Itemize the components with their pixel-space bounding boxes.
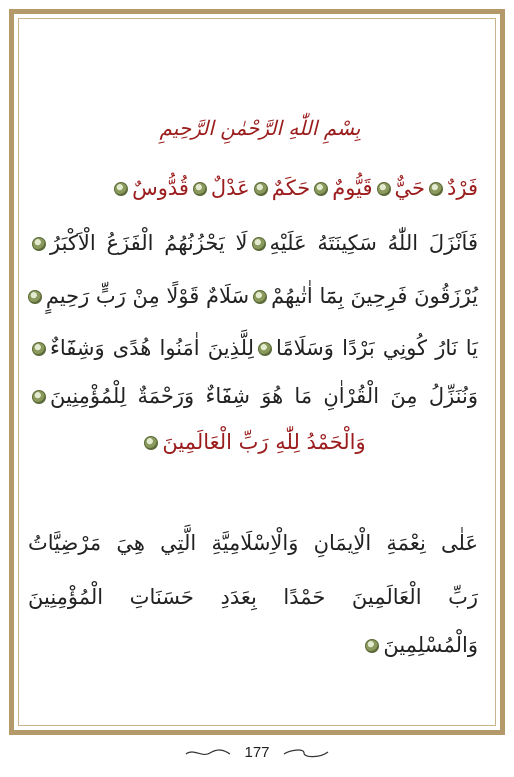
rosette-icon: [32, 342, 46, 356]
rosette-icon: [365, 639, 379, 653]
dua-line-3: [28, 630, 478, 660]
dua-line-1: [28, 528, 478, 558]
verse-line-3: [28, 333, 478, 363]
name-fard: فَرْدٌ: [447, 176, 478, 200]
hamd-text: وَالْحَمْدُ لِلّٰهِ رَبِّ الْعَالَمِينَ: [162, 430, 366, 454]
verse-line-1: [28, 228, 478, 258]
verse-line-4: [28, 381, 478, 411]
dua-text: رَبِّ الْعَالَمِينَ حَمْدًا بِعَدَدِ حَسَنَاتِ الْمُؤْمِنِينَ: [28, 585, 478, 609]
verse-text: سَلَامٌ قَوْلًا مِنْ رَبٍّ رَحِيمٍ: [45, 284, 250, 308]
dua-text: وَالْمُسْلِمِينَ: [383, 633, 478, 657]
verse-text: وَنُنَزِّلُ مِنَ الْقُرْاٰنِ مَا هُوَ شِفَٓاءٌ وَرَحْمَةٌ لِلْمُؤْمِنِينَ: [50, 384, 478, 408]
ornament-left-icon: [184, 748, 232, 758]
dua-line-2: [28, 582, 478, 612]
ornament-right-icon: [282, 748, 330, 758]
rosette-icon: [253, 290, 267, 304]
hamd-line: [28, 427, 478, 457]
rosette-icon: [28, 290, 42, 304]
rosette-icon: [258, 342, 272, 356]
rosette-icon: [32, 390, 46, 404]
page-number: 177: [244, 744, 270, 761]
dua-text: عَلٰى نِعْمَةِ الْاِيمَانِ وَالْاِسْلَامِيَّةِ الَّتِي هِيَ مَرْضِيَّاتُ: [28, 531, 478, 555]
rosette-icon: [254, 182, 268, 196]
rosette-icon: [252, 237, 266, 251]
rosette-icon: [144, 436, 158, 450]
name-hayy: حَيٌّ: [394, 176, 426, 200]
rosette-icon: [429, 182, 443, 196]
name-qayyum: قَيُّومٌ: [332, 176, 373, 200]
verse-text: لَا يَحْزُنُهُمُ الْفَزَعُ الْاَكْبَرُ: [50, 231, 248, 255]
name-quddus: قُدُّوسٌ: [132, 176, 189, 200]
bismillah-calligraphy: بِسْمِ اللّٰهِ الرَّحْمٰنِ الرَّحِيمِ: [159, 116, 361, 140]
verse-text: لِلَّذِينَ اٰمَنُوا هُدًى وَشِفَٓاءٌ: [50, 336, 254, 360]
rosette-icon: [32, 237, 46, 251]
rosette-icon: [377, 182, 391, 196]
page-footer: [0, 744, 514, 766]
verse-text: فَاَنْزَلَ اللّٰهُ سَكِينَتَهُ عَلَيْهِ: [269, 231, 478, 255]
rosette-icon: [114, 182, 128, 196]
names-line: [28, 173, 478, 203]
name-hakam: حَكَمٌ: [271, 176, 311, 200]
verse-line-2: [28, 281, 478, 311]
name-adl: عَدْلٌ: [210, 176, 250, 200]
verse-text: يُرْزَقُونَ فَرِحِينَ بِمَٓا اٰتٰيهُمْ: [271, 284, 478, 308]
rosette-icon: [193, 182, 207, 196]
rosette-icon: [314, 182, 328, 196]
verse-text: يَا نَارُ كُونِي بَرْدًا وَسَلَامًا: [275, 336, 479, 360]
